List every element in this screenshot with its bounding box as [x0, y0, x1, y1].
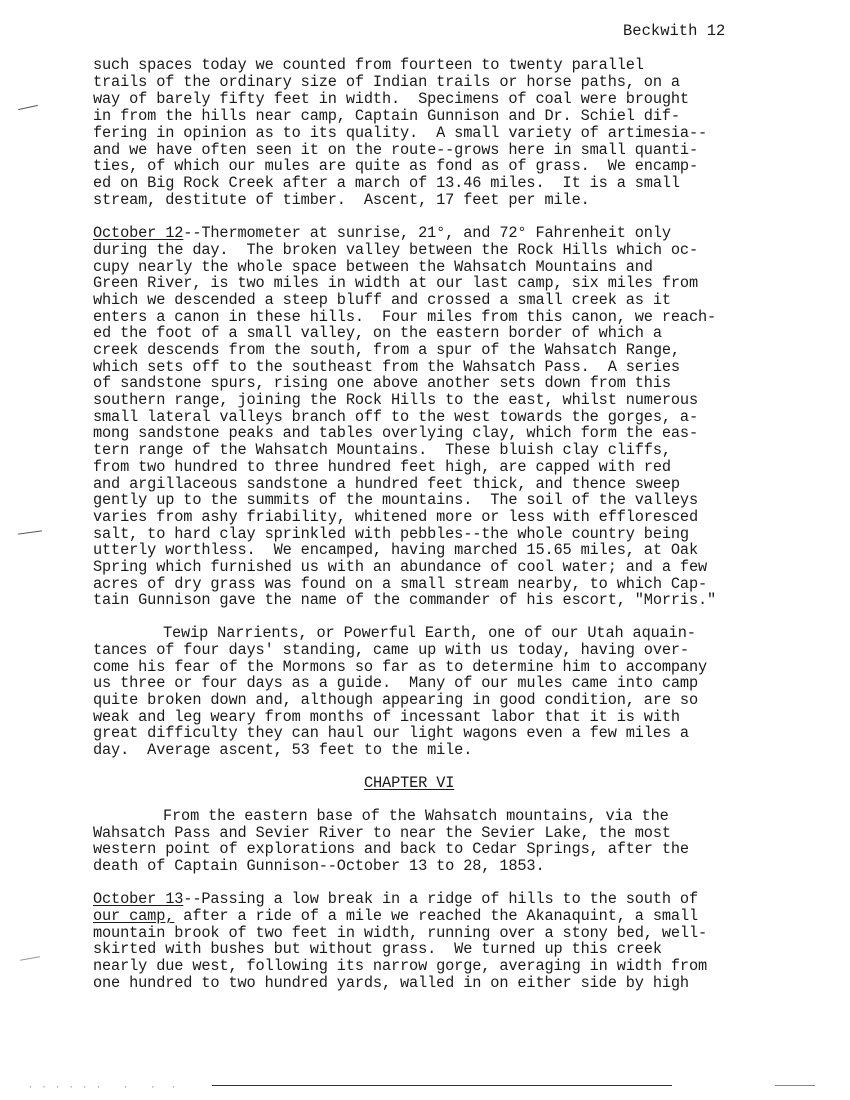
text-line: acres of dry grass was found on a small stream nearby, to which Cap- — [93, 575, 708, 593]
text-line: day. Average ascent, 53 feet to the mile. — [93, 741, 473, 759]
text-line: varies from ashy friability, whitened more or less with effloresced — [93, 508, 698, 526]
text-line: come his fear of the Mormons so far as to determine him to accompany — [93, 658, 708, 676]
text-line: and we have often seen it on the route--grows here in small quanti- — [93, 141, 698, 159]
margin-mark — [20, 956, 40, 960]
text-line: us three or four days as a guide. Many of our mules came into camp — [93, 674, 698, 692]
text-line: creek descends from the south, from a spur of the Wahsatch Range, — [93, 341, 680, 359]
text-line: which we descended a steep bluff and crossed a small creek as it — [93, 291, 671, 309]
text-line: trails of the ordinary size of Indian trails or horse paths, on a — [93, 73, 680, 91]
text-line: ties, of which our mules are quite as fond as of grass. We encamp- — [93, 157, 698, 175]
text-line: ed on Big Rock Creek after a march of 13.46 miles. It is a small — [93, 174, 680, 192]
text-line: and argillaceous sandstone a hundred feet thick, and thence sweep — [93, 475, 680, 493]
text-line: western point of explorations and back to Cedar Springs, after the — [93, 840, 689, 858]
text-line: Spring which furnished us with an abundance of cool water; and a few — [93, 558, 708, 576]
text-line: mountain brook of two feet in width, running over a stony bed, well- — [93, 924, 708, 942]
text-line: nearly due west, following its narrow gorge, averaging in width from — [93, 957, 708, 975]
text-line: tern range of the Wahsatch Mountains. These bluish clay cliffs, — [93, 441, 671, 459]
text-line: which sets off to the southeast from the Wahsatch Pass. A series — [93, 358, 680, 376]
page-number-header: Beckwith 12 — [623, 22, 726, 40]
text-line: gently up to the summits of the mountains. The soil of the valleys — [93, 491, 698, 509]
text-line: Green River, is two miles in width at our last camp, six miles from — [93, 274, 698, 292]
text-span: after a ride of a mile we reached the Akanaquint, a small — [174, 907, 698, 925]
text-line: stream, destitute of timber. Ascent, 17 feet per mile. — [93, 191, 590, 209]
date-heading: October 13 — [93, 890, 184, 908]
scan-artifact: · · · · · · · · · — [28, 1083, 178, 1092]
text-line: quite broken down and, although appearing in good condition, are so — [93, 691, 698, 709]
text-line: mong sandstone peaks and tables overlying clay, which form the eas- — [93, 424, 698, 442]
text-line: From the eastern base of the Wahsatch mountains, via the — [163, 807, 669, 825]
text-line: during the day. The broken valley between the Rock Hills which oc- — [93, 241, 698, 259]
text-line: way of barely fifty feet in width. Specimens of coal were brought — [93, 90, 689, 108]
text-line: of sandstone spurs, rising one above another sets down from this — [93, 374, 671, 392]
text-line: in from the hills near camp, Captain Gunnison and Dr. Schiel dif- — [93, 107, 680, 125]
text-line: great difficulty they can haul our light wagons even a few miles a — [93, 724, 689, 742]
text-span: --Thermometer at sunrise, 21°, and 72° Fahrenheit only — [183, 224, 671, 242]
text-line: utterly worthless. We encamped, having marched 15.65 miles, at Oak — [93, 541, 698, 559]
text-line: ed the foot of a small valley, on the eastern border of which a — [93, 324, 662, 342]
text-line: death of Captain Gunnison--October 13 to 28, 1853. — [93, 857, 545, 875]
text-line: southern range, joining the Rock Hills to the east, whilst numerous — [93, 391, 698, 409]
date-heading: October 12 — [93, 224, 184, 242]
text-line: salt, to hard clay sprinkled with pebbles--the whole country being — [93, 525, 689, 543]
margin-mark — [18, 530, 42, 534]
bottom-rule — [775, 1085, 815, 1086]
text-line: such spaces today we counted from fourteen to twenty parallel — [93, 56, 644, 74]
text-line: from two hundred to three hundred feet high, are capped with red — [93, 458, 671, 476]
text-line: weak and leg weary from months of incessant labor that it is with — [93, 708, 680, 726]
bottom-rule — [212, 1085, 672, 1086]
underlined-text: our camp, — [93, 907, 175, 925]
text-line: fering in opinion as to its quality. A small variety of artimesia-- — [93, 124, 708, 142]
text-line: cupy nearly the whole space between the Wahsatch Mountains and — [93, 258, 653, 276]
margin-mark — [18, 105, 38, 110]
text-line: tain Gunnison gave the name of the commander of his escort, "Morris." — [93, 591, 717, 609]
text-line — [93, 908, 698, 925]
text-line: skirted with bushes but without grass. We turned up this creek — [93, 940, 662, 958]
chapter-heading: CHAPTER VI — [364, 774, 455, 792]
text-line: small lateral valleys branch off to the west towards the gorges, a- — [93, 408, 698, 426]
text-line: Wahsatch Pass and Sevier River to near the Sevier Lake, the most — [93, 824, 671, 842]
text-line: tances of four days' standing, came up with us today, having over- — [93, 641, 689, 659]
text-line — [93, 225, 671, 242]
text-line: one hundred to two hundred yards, walled in on either side by high — [93, 974, 689, 992]
text-line — [93, 891, 698, 908]
text-line: Tewip Narrients, or Powerful Earth, one of our Utah aquain- — [163, 624, 696, 642]
text-line: enters a canon in these hills. Four miles from this canon, we reach- — [93, 308, 717, 326]
text-span: --Passing a low break in a ridge of hills to the south of — [183, 890, 698, 908]
